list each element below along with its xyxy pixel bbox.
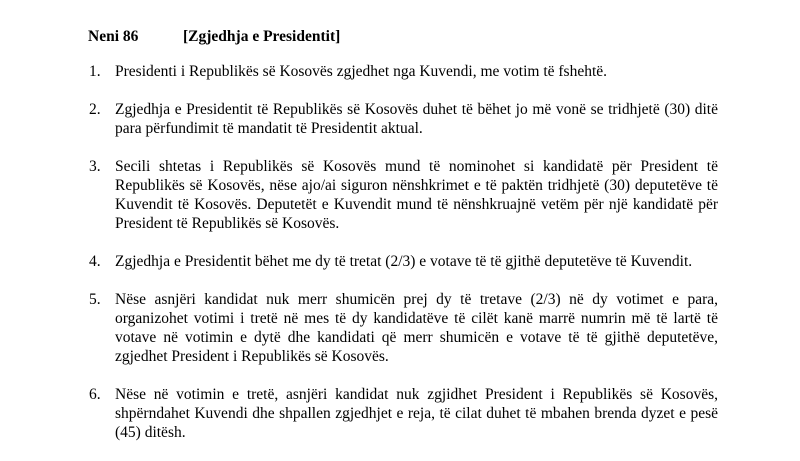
paragraph-number: 2. (89, 101, 101, 118)
paragraph-text: Nëse asnjëri kandidat nuk merr shumicën prej dy të tretave (2/3) në dy votimet e para, organizohet votimi i tretë në mes të dy kandidatëve të cilët kanë marrë numrin më të lartë të votave në votimin e dytë dhe kandidati që merr shumicën e votave të të gjithë deputetëve, zgjedhet President i Republikës së Kosovës. (115, 291, 718, 365)
paragraph-item (88, 385, 718, 442)
paragraph-item (88, 290, 718, 366)
paragraph-number: 4. (89, 253, 101, 270)
article-title: [Zgjedhja e Presidentit] (183, 28, 341, 45)
article-number: Neni 86 (88, 28, 139, 45)
paragraph-text: Secili shtetas i Republikës së Kosovës mund të nominohet si kandidatë për President të Republikës së Kosovës, nëse ajo/ai siguron nënshkrimet e të paktën tridhjetë (30) deputetëve të Kuvendit të Kosovës. Deputetët e Kuvendit mund të nënshkruajnë vetëm për një kandidatë për President të Republikës së Kosovës. (115, 158, 718, 232)
paragraph-text: Zgjedhja e Presidentit të Republikës së Kosovës duhet të bëhet jo më vonë se tridhjetë (30) ditë para përfundimit të mandatit të Presidentit aktual. (115, 101, 718, 137)
article-paragraph-list (88, 62, 718, 461)
paragraph-number: 1. (89, 63, 101, 80)
paragraph-text: Nëse në votimin e tretë, asnjëri kandidat nuk zgjidhet President i Republikës së Kosovës, shpërndahet Kuvendi dhe shpallen zgjedhjet e reja, të cilat duhet të mbahen brenda dyzet e pesë (45) ditësh. (115, 386, 718, 441)
paragraph-item (88, 100, 718, 138)
paragraph-item (88, 252, 718, 271)
paragraph-text: Zgjedhja e Presidentit bëhet me dy të tretat (2/3) e votave të të gjithë deputetëve të Kuvendit. (115, 253, 693, 270)
paragraph-text: Presidenti i Republikës së Kosovës zgjedhet nga Kuvendi, me votim të fshehtë. (115, 63, 608, 80)
paragraph-number: 6. (89, 386, 101, 403)
paragraph-number: 3. (89, 158, 101, 175)
paragraph-item (88, 62, 718, 81)
paragraph-item (88, 157, 718, 233)
paragraph-number: 5. (89, 291, 101, 308)
article-header (88, 28, 340, 46)
